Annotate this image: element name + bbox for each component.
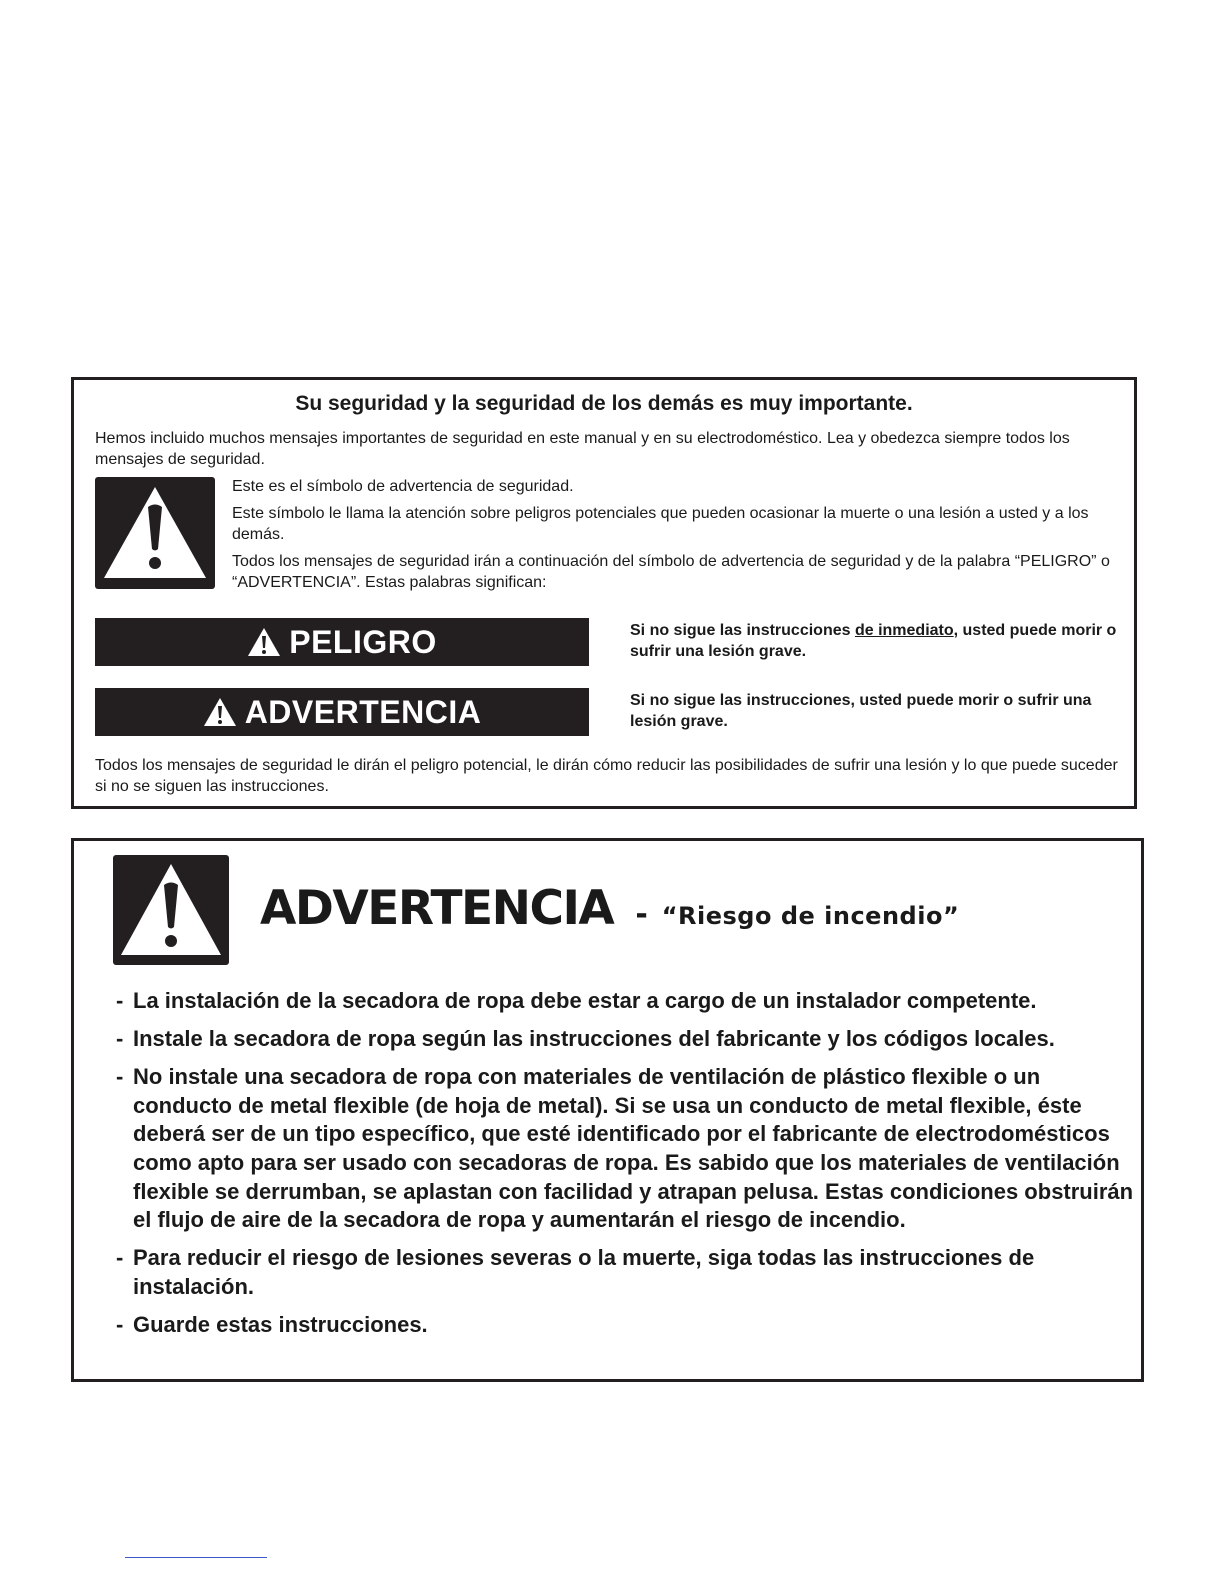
alert-triangle-icon	[247, 627, 281, 657]
danger-label: PELIGRO	[289, 623, 437, 660]
symbol-line: Todos los mensajes de seguridad irán a continuación del símbolo de advertencia de seguridad y de la palabra “PELIGRO” o “ADVERTENCIA”. Estas palabras significan:	[232, 553, 1110, 591]
safety-alert-triangle-icon	[113, 855, 229, 965]
warning-label: ADVERTENCIA	[244, 693, 482, 730]
fire-warning-box	[71, 838, 1144, 1382]
symbol-line: Este es el símbolo de advertencia de seguridad.	[232, 478, 574, 495]
warning-heading: ADVERTENCIA	[260, 881, 614, 936]
safety-alert-triangle-icon	[95, 477, 215, 589]
symbol-line: Este símbolo le llama la atención sobre peligros potenciales que pueden ocasionar la muerte o una lesión a usted y a los demás.	[232, 505, 1089, 543]
warning-signal-banner	[95, 688, 589, 736]
safety-intro: Hemos incluido muchos mensajes importantes de seguridad en este manual y en su electrodoméstico. Lea y obedezca siempre todos los mensajes de seguridad.	[95, 430, 1070, 468]
symbol-explanation	[232, 476, 1122, 599]
heading-separator: -	[635, 897, 648, 932]
list-item: - La instalación de la secadora de ropa debe estar a cargo de un instalador competente.	[116, 988, 1037, 1013]
list-item: - Para reducir el riesgo de lesiones severas o la muerte, siga todas las instrucciones de instalación.	[116, 1245, 1035, 1299]
list-item: - No instale una secadora de ropa con materiales de ventilación de plástico flexible o un conducto de metal flexible (de hoja de metal). Si se usa un conducto de metal flexible, éste deberá ser de un tipo específico, que esté identificado por el fabricante de electrodomésticos como apto para ser usado con secadoras de ropa. Es sabido que los materiales de ventilación flexible se derrumban, se aplastan con facilidad y atrapan pelusa. Estas condiciones obstruirán el flujo de aire de la secadora de ropa y aumentarán el riesgo de incendio.	[116, 1064, 1134, 1233]
fire-warning-heading	[260, 881, 959, 936]
alert-triangle-icon	[203, 697, 237, 727]
danger-signal-banner	[95, 618, 589, 666]
safety-footer: Todos los mensajes de seguridad le dirán el peligro potencial, le dirán cómo reducir las posibilidades de sufrir una lesión y lo que puede suceder si no se siguen las instrucciones.	[95, 757, 1118, 795]
safety-info-box	[71, 377, 1137, 809]
fire-warning-list	[116, 987, 1141, 1349]
warning-description: Si no sigue las instrucciones, usted puede morir o sufrir una lesión grave.	[630, 692, 1092, 730]
hazard-type: “Riesgo de incendio”	[661, 902, 960, 930]
list-item: - Guarde estas instrucciones.	[116, 1311, 428, 1337]
footer-rule	[125, 1557, 267, 1558]
list-item: - Instale la secadora de ropa según las instrucciones del fabricante y los códigos locales.	[116, 1026, 1055, 1052]
safety-title: Su seguridad y la seguridad de los demás es muy importante.	[295, 392, 913, 415]
danger-description: Si no sigue las instrucciones de inmediato, usted puede morir o sufrir una lesión grave.	[630, 622, 1117, 660]
